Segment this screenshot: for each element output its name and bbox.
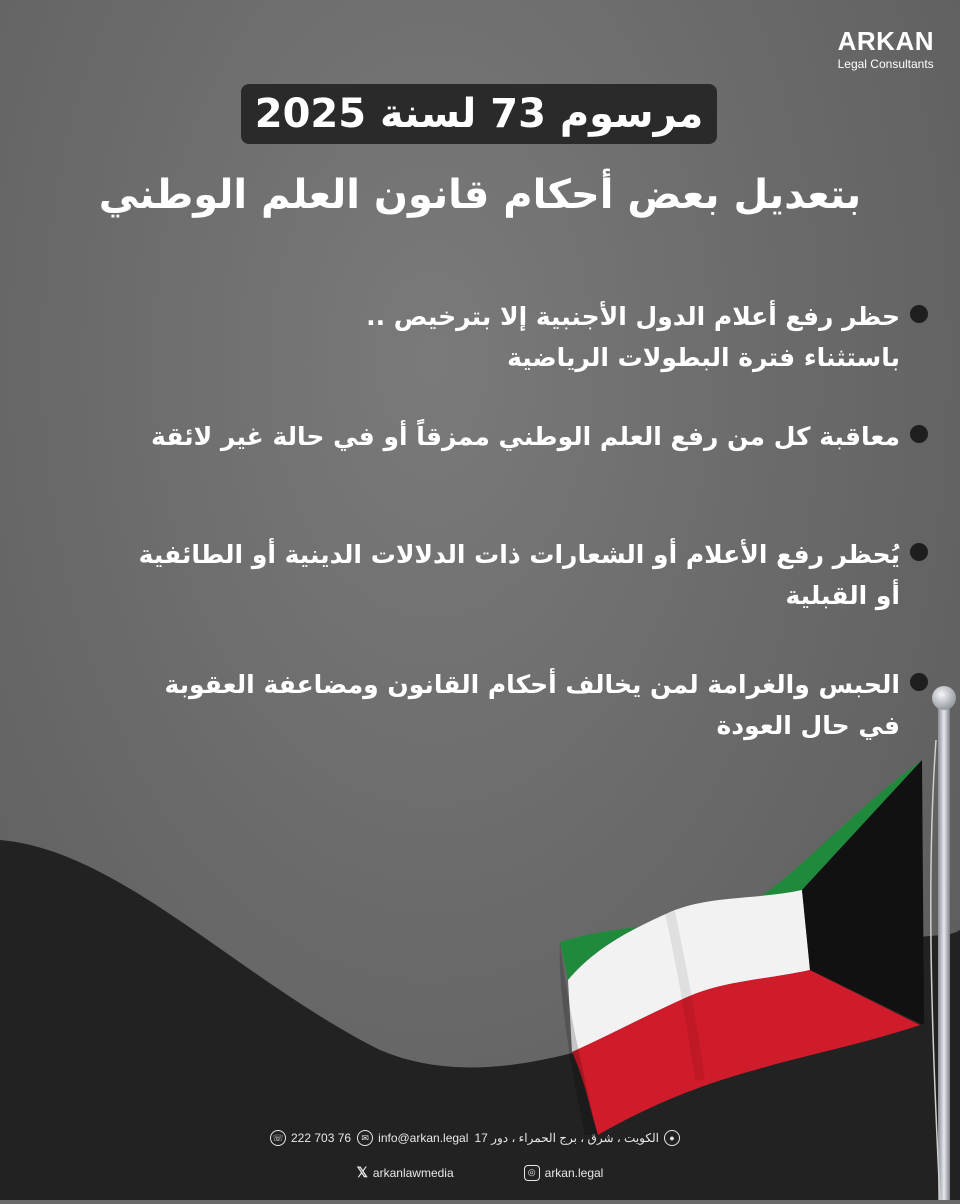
brand-logo — [838, 28, 934, 71]
email-contact[interactable] — [357, 1130, 468, 1146]
x-handle-link[interactable] — [357, 1164, 454, 1181]
email-address: info@arkan.legal — [378, 1131, 469, 1145]
bullet-icon — [910, 543, 928, 561]
instagram-handle-text: arkan.legal — [544, 1165, 604, 1180]
phone-number: 222 703 76 — [291, 1131, 352, 1145]
bullet-icon — [910, 305, 928, 323]
point-line: معاقبة كل من رفع العلم الوطني ممزقاً أو في حالة غير لائقة — [151, 422, 900, 451]
instagram-icon: ◎ — [524, 1165, 540, 1181]
list-item — [68, 416, 928, 457]
point-line: حظر رفع أعلام الدول الأجنبية إلا بترخيص .. — [366, 302, 900, 331]
x-icon: 𝕏 — [356, 1164, 368, 1180]
point-line: باستثناء فترة البطولات الرياضية — [507, 343, 900, 372]
location-pin-icon: ● — [664, 1130, 680, 1146]
address-text: الكويت ، شرق ، برج الحمراء ، دور 17 — [474, 1131, 659, 1145]
mail-icon: ✉ — [357, 1130, 373, 1146]
point-line: أو القبلية — [785, 581, 900, 610]
list-item — [68, 534, 928, 616]
list-item — [68, 296, 928, 378]
instagram-link[interactable] — [524, 1165, 604, 1181]
phone-contact[interactable] — [270, 1130, 351, 1146]
point-line: في حال العودة — [716, 711, 900, 740]
point-line: يُحظر رفع الأعلام أو الشعارات ذات الدلالات الدينية أو الطائفية — [138, 540, 900, 569]
decree-title-badge: مرسوم 73 لسنة 2025 — [241, 84, 717, 144]
point-line: الحبس والغرامة لمن يخالف أحكام القانون ومضاعفة العقوبة — [164, 670, 900, 699]
brand-tagline: Legal Consultants — [837, 57, 934, 71]
x-handle-text: arkanlawmedia — [372, 1165, 454, 1180]
footer-contacts — [270, 1130, 690, 1181]
subtitle: بتعديل بعض أحكام قانون العلم الوطني — [98, 172, 862, 218]
brand-name: ARKAN — [837, 26, 934, 56]
phone-icon: ☏ — [270, 1130, 286, 1146]
bullet-icon — [910, 425, 928, 443]
address-contact — [474, 1130, 680, 1146]
kuwait-flag-image — [540, 680, 960, 1200]
